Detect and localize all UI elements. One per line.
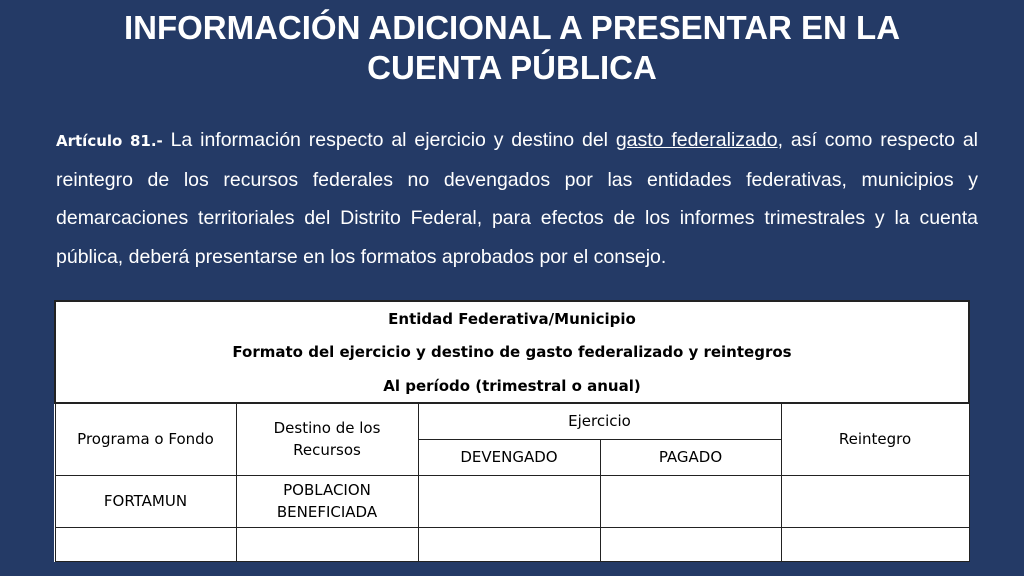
table-row — [55, 475, 969, 527]
table-header-row — [55, 369, 969, 403]
article-underlined-term: gasto federalizado — [615, 129, 778, 151]
table-header-row — [55, 335, 969, 369]
column-header-row — [55, 403, 969, 439]
cell-programa — [55, 527, 236, 561]
format-table — [54, 300, 970, 562]
cell-programa: FORTAMUN — [55, 475, 236, 527]
table-header-row — [55, 301, 969, 335]
cell-devengado — [418, 527, 600, 561]
header-formato: Formato del ejercicio y destino de gasto federalizado y reintegros — [55, 335, 969, 369]
cell-destino: POBLACION BENEFICIADA — [236, 475, 418, 527]
col-ejercicio-header: Ejercicio — [418, 403, 781, 439]
col-pagado-header: PAGADO — [600, 439, 781, 475]
cell-pagado — [600, 475, 781, 527]
slide-title-line-2: CUENTA PÚBLICA — [367, 49, 657, 86]
slide-title-line-1: INFORMACIÓN ADICIONAL A PRESENTAR EN LA — [123, 9, 901, 46]
article-text-after: , así como respecto al reintegro de los recursos federales no devengados por las entidades federativas, municipios y demarcaciones territoriales del Distrito Federal, para efectos de los informes trimestrales y la cuenta pública, deberá presentarse en los formatos aprobados por el consejo. — [56, 129, 978, 268]
col-programa-header: Programa o Fondo — [55, 403, 236, 475]
cell-devengado — [418, 475, 600, 527]
header-periodo: Al período (trimestral o anual) — [55, 369, 969, 403]
cell-destino — [236, 527, 418, 561]
cell-reintegro — [781, 475, 969, 527]
slide-title — [40, 8, 984, 88]
col-devengado-header: DEVENGADO — [418, 439, 600, 475]
article-label: Artículo 81.- — [56, 132, 163, 150]
cell-pagado — [600, 527, 781, 561]
article-paragraph — [56, 121, 978, 276]
article-text-before: La información respecto al ejercicio y destino del — [162, 129, 616, 151]
header-entidad: Entidad Federativa/Municipio — [55, 301, 969, 335]
col-reintegro-header: Reintegro — [781, 403, 969, 475]
col-destino-header: Destino de los Recursos — [236, 403, 418, 475]
table-row — [55, 527, 969, 561]
cell-reintegro — [781, 527, 969, 561]
